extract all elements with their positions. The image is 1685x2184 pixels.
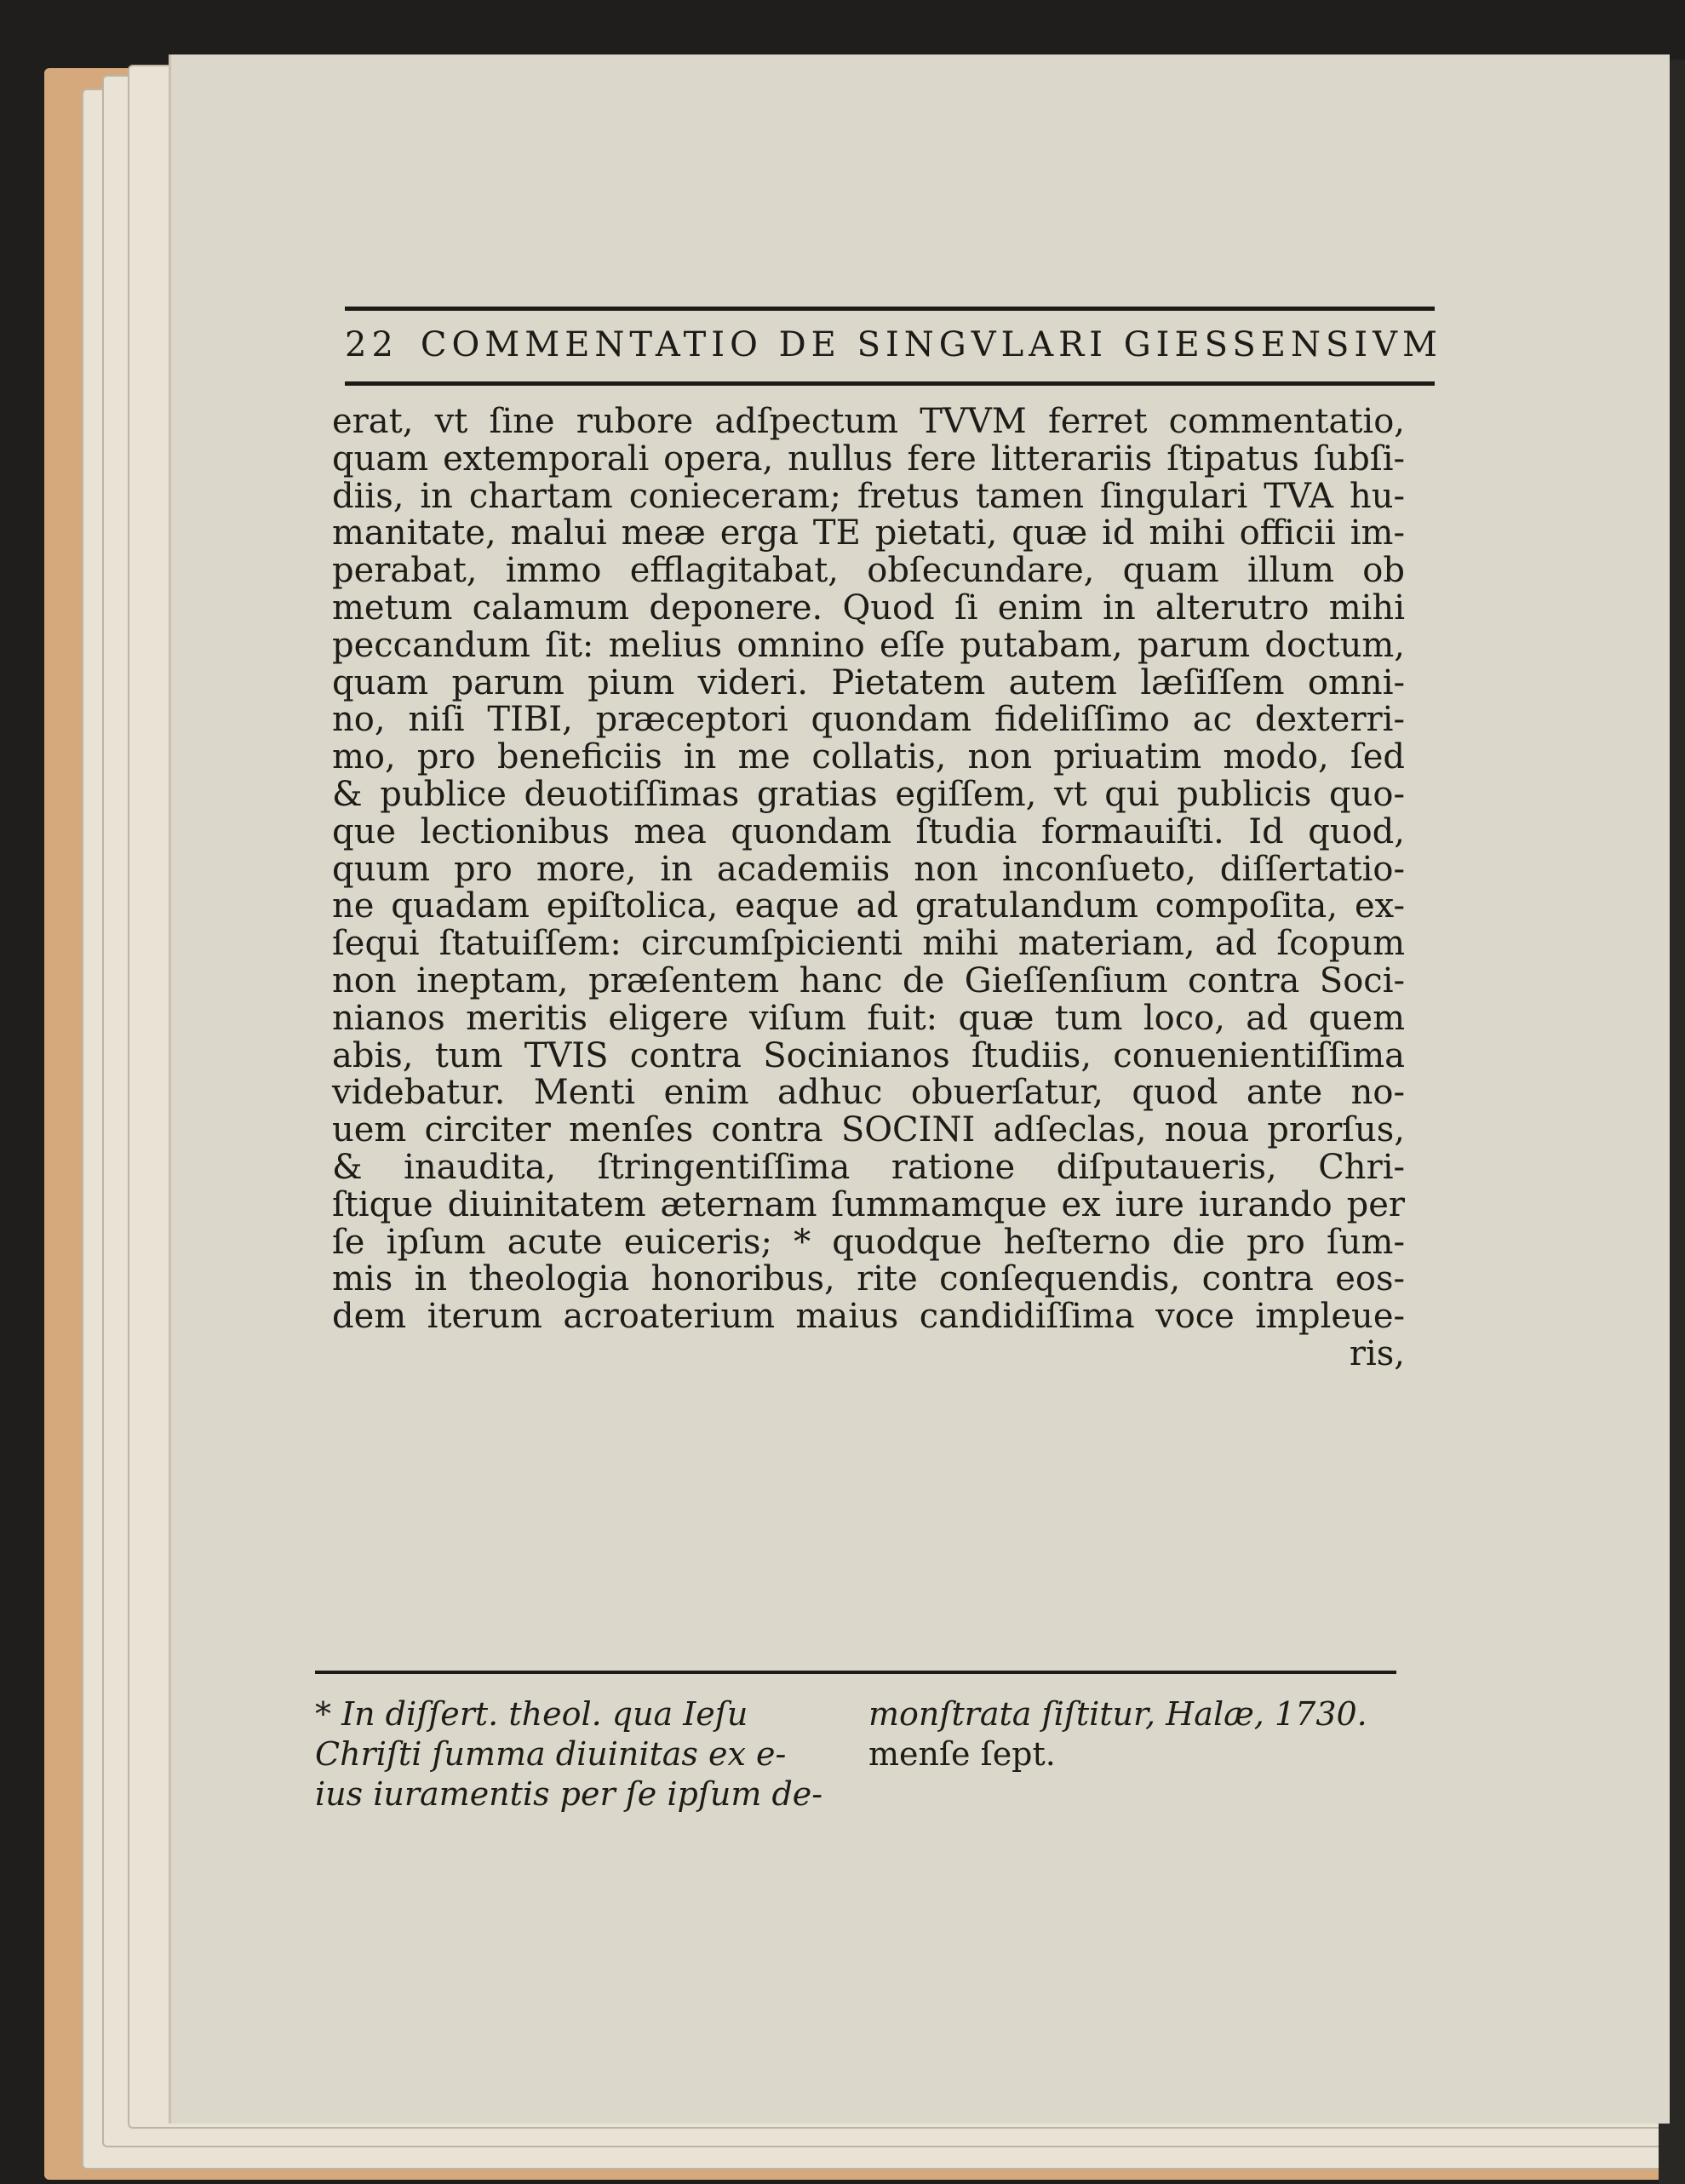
text-line: quam parum pium videri. Pietatem autem læſiſſem omni- <box>332 662 1405 702</box>
running-head <box>345 325 1443 364</box>
footnote-line: Chriſti ſumma diuinitas ex e- <box>315 1735 787 1773</box>
text-line: nianos meritis eligere viſum fuit: quæ tum loco, ad quem <box>332 998 1405 1038</box>
text-line: mo, pro beneficiis in me collatis, non priuatim modo, ſed <box>332 737 1405 777</box>
text-line: que lectionibus mea quondam ſtudia formauiſti. Id quod, <box>332 811 1405 851</box>
text-line: perabat, immo efflagitabat, obſecundare, quam illum ob <box>332 551 1405 591</box>
header-top-rule <box>345 307 1435 311</box>
text-line: manitate, malui meæ erga TE pietati, quæ id mihi officii im- <box>332 513 1405 553</box>
text-line: no, niſi TIBI, præceptori quondam fideliſſimo ac dexterri- <box>332 700 1405 740</box>
footnote-line: monſtrata ſiſtitur, Halæ, 1730. <box>868 1695 1367 1733</box>
text-line: diis, in chartam conieceram; fretus tamen ſingulari TVA hu- <box>332 476 1405 516</box>
page-number: 22 <box>345 325 398 364</box>
text-line: metum calamum deponere. Quod ſi enim in alterutro mihi <box>332 588 1405 628</box>
text-line: peccandum ſit: melius omnino eſſe putabam, parum doctum, <box>332 625 1405 665</box>
text-line: mis in theologia honoribus, rite conſequendis, contra eos- <box>332 1259 1405 1299</box>
text-line: videbatur. Menti enim adhuc obuerſatur, quod ante no- <box>332 1073 1405 1113</box>
text-line: dem iterum acroaterium maius candidiſſima voce impleue- <box>332 1297 1405 1337</box>
footnote-line: ius iuramentis per ſe ipſum de- <box>315 1775 823 1813</box>
text-line: ſequi ſtatuiſſem: circumſpicienti mihi materiam, ad ſcopum <box>332 924 1405 964</box>
text-line: quam extemporali opera, nullus fere litterariis ſtipatus ſubſi- <box>332 439 1405 479</box>
footnote-separator <box>315 1671 1396 1674</box>
running-title: COMMENTATIO DE SINGVLARI GIESSENSIVM <box>420 325 1443 364</box>
text-line: abis, tum TVIS contra Socinianos ſtudiis, conuenientiſſima <box>332 1035 1405 1075</box>
text-line: ne quadam epiſtolica, eaque ad gratulandum compoſita, ex- <box>332 886 1405 926</box>
footnote-line: menſe ſept. <box>868 1735 1056 1773</box>
text-line: & publice deuotiſſimas gratias egiſſem, vt qui publicis quo- <box>332 774 1405 814</box>
footnote-left-column <box>315 1694 860 1814</box>
text-line: & inaudita, ſtringentiſſima ratione diſputaueris, Chri- <box>332 1147 1405 1187</box>
footnote-line: * In diſſert. theol. qua Ieſu <box>315 1695 748 1733</box>
text-line: quum pro more, in academiis non inconſueto, diſſertatio- <box>332 849 1405 889</box>
text-line: erat, vt ſine rubore adſpectum TVVM ferret commentatio, <box>332 402 1405 441</box>
text-line: ſe ipſum acute euiceris; * quodque heſterno die pro ſum- <box>332 1222 1405 1262</box>
body-text <box>332 404 1405 1373</box>
text-line: ris, <box>1349 1333 1405 1373</box>
text-line: uem circiter menſes contra SOCINI adſeclas, noua prorſus, <box>332 1110 1405 1150</box>
running-header <box>345 307 1443 400</box>
header-bottom-rule <box>345 381 1435 386</box>
text-line: ſtique diuinitatem æternam ſummamque ex iure iurando per <box>332 1184 1405 1224</box>
text-line: non ineptam, præſentem hanc de Gieſſenſium contra Soci- <box>332 960 1405 1000</box>
footnote-right-column <box>868 1694 1422 1774</box>
